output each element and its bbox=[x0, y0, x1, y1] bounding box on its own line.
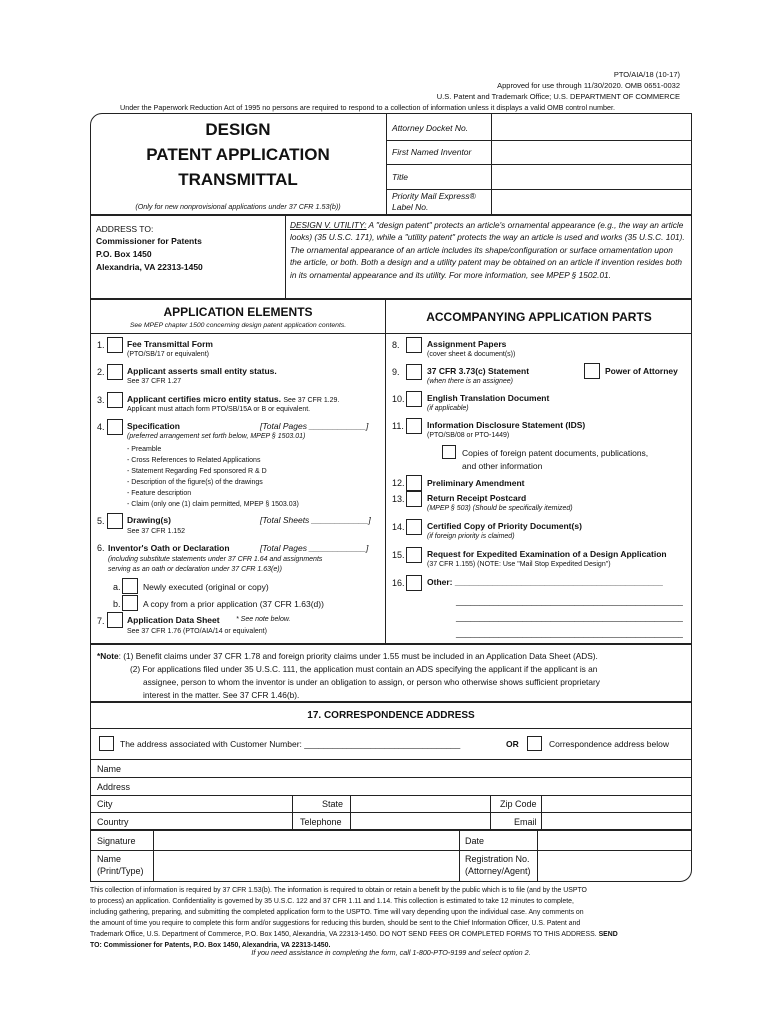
item-6b-num: b. bbox=[113, 599, 121, 609]
item-14-label: Certified Copy of Priority Document(s) bbox=[427, 521, 582, 531]
telephone-field[interactable] bbox=[352, 814, 488, 828]
app-elements-heading: APPLICATION ELEMENTS bbox=[163, 305, 313, 319]
item-16-label: Other: ____________________________________________ bbox=[427, 577, 663, 587]
item-1-checkbox[interactable] bbox=[107, 337, 123, 353]
note-label: *Note bbox=[97, 651, 119, 661]
title-subtitle: (Only for new nonprovisional applications under 37 CFR 1.53(b)) bbox=[135, 202, 341, 211]
registration-field[interactable] bbox=[540, 852, 688, 880]
item-4-pages: [Total Pages ____________] bbox=[260, 421, 369, 431]
or-label: OR bbox=[506, 739, 519, 749]
note-line-3: assignee, person to whom the inventor is under an obligation to assign, or person who otherwise shows sufficient proprietary bbox=[143, 677, 600, 687]
burden-send: SEND bbox=[598, 931, 618, 938]
item-13-label: Return Receipt Postcard bbox=[427, 493, 527, 503]
item-10-checkbox[interactable] bbox=[406, 391, 422, 407]
item-13-sub: (MPEP § 503) (Should be specifically itemized) bbox=[427, 505, 573, 512]
power-of-attorney-checkbox[interactable] bbox=[584, 363, 600, 379]
spec-list-item: - Statement Regarding Fed sponsored R & D bbox=[127, 468, 267, 475]
item-6b-checkbox[interactable] bbox=[122, 595, 138, 611]
item-3-num: 3. bbox=[97, 395, 105, 405]
item-3-label-ref: See 37 CFR 1.29. bbox=[283, 397, 340, 404]
address-below-label: Correspondence address below bbox=[549, 739, 670, 749]
priority-field[interactable] bbox=[494, 191, 688, 213]
title-label: Title bbox=[392, 172, 408, 182]
item-4-label: Specification bbox=[127, 421, 180, 431]
copies-label-2: and other information bbox=[462, 461, 543, 471]
item-6-num: 6. bbox=[97, 543, 105, 553]
item-3-sub: Applicant must attach form PTO/SB/15A or B or equivalent. bbox=[127, 406, 311, 413]
item-11-num: 11. bbox=[392, 421, 404, 431]
item-6a-checkbox[interactable] bbox=[122, 578, 138, 594]
item-3-label-main: Applicant certifies micro entity status. bbox=[127, 394, 281, 404]
address-below-checkbox[interactable] bbox=[527, 736, 542, 751]
zip-label: Zip Code bbox=[500, 799, 537, 809]
item-15-label: Request for Expedited Examination of a Design Application bbox=[427, 549, 667, 559]
item-3-checkbox[interactable] bbox=[107, 392, 123, 408]
item-2-checkbox[interactable] bbox=[107, 364, 123, 380]
title-field[interactable] bbox=[494, 166, 688, 186]
item-4-checkbox[interactable] bbox=[107, 419, 123, 435]
assistance-line: If you need assistance in completing the form, call 1-800-PTO-9199 and select option 2. bbox=[251, 948, 531, 957]
priority-label-2: Label No. bbox=[392, 202, 429, 212]
title-line-2: PATENT APPLICATION bbox=[146, 145, 330, 164]
customer-number-label[interactable]: The address associated with Customer Number: _________________________________ bbox=[120, 739, 461, 749]
burden-line: This collection of information is required by 37 CFR 1.53(b). The information is required to obtain or retain a benefit by the public which is to file (and by the USPTO bbox=[90, 887, 587, 894]
spec-arrangement-list bbox=[127, 444, 299, 510]
app-elements-sub: See MPEP chapter 1500 concerning design patent application contents. bbox=[129, 322, 347, 329]
item-5-checkbox[interactable] bbox=[107, 513, 123, 529]
name-field[interactable] bbox=[150, 761, 688, 776]
item-4-sub: (preferred arrangement set forth below, MPEP § 1503.01) bbox=[127, 433, 306, 440]
burden-line: Trademark Office, U.S. Department of Commerce, P.O. Box 1450, Alexandria, VA 22313-1450. DO NOT SEND FEES OR COMPLETED FORMS TO THIS ADDRESS. bbox=[90, 931, 597, 938]
item-10-num: 10. bbox=[392, 394, 405, 404]
address-line-2: P.O. Box 1450 bbox=[96, 249, 152, 259]
item-5-label: Drawing(s) bbox=[127, 515, 171, 525]
email-label: Email bbox=[514, 817, 537, 827]
item-1-label: Fee Transmittal Form bbox=[127, 339, 213, 349]
item-12-label: Preliminary Amendment bbox=[427, 478, 525, 488]
item-12-checkbox[interactable] bbox=[406, 475, 422, 491]
address-line-1: Commissioner for Patents bbox=[96, 236, 202, 246]
item-6-sub-2: serving as an oath or declaration under 37 CFR 1.63(e)) bbox=[108, 566, 282, 573]
item-6b-label: A copy from a prior application (37 CFR 1.63(d)) bbox=[143, 599, 324, 609]
docket-label: Attorney Docket No. bbox=[392, 123, 469, 133]
burden-send-address: TO: Commissioner for Patents, P.O. Box 1450, Alexandria, VA 22313-1450. bbox=[90, 942, 331, 949]
city-label: City bbox=[97, 799, 113, 809]
item-15-num: 15. bbox=[392, 550, 405, 560]
title-line-3: TRANSMITTAL bbox=[178, 170, 298, 189]
state-field[interactable] bbox=[352, 797, 488, 811]
item-9-sub: (when there is an assignee) bbox=[427, 378, 513, 385]
form-id: PTO/AIA/18 (10-17) bbox=[613, 70, 680, 79]
item-9-label: 37 CFR 3.73(c) Statement bbox=[427, 366, 530, 376]
item-10-label: English Translation Document bbox=[427, 393, 550, 403]
item-11-label: Information Disclosure Statement (IDS) bbox=[427, 420, 586, 430]
spec-list-item: - Cross References to Related Applications bbox=[127, 457, 261, 464]
spec-list-item: - Description of the figure(s) of the drawings bbox=[127, 479, 263, 486]
item-8-checkbox[interactable] bbox=[406, 337, 422, 353]
item-15-sub: (37 CFR 1.155) (NOTE: Use "Mail Stop Expedited Design") bbox=[427, 561, 611, 568]
country-field[interactable] bbox=[150, 814, 290, 828]
burden-line: to process) an application. Confidentiality is governed by 35 U.S.C. 122 and 37 CFR 1.11 and 1.14. This collection is estimated to take 12 minutes to complete, bbox=[90, 898, 574, 905]
item-2-num: 2. bbox=[97, 367, 105, 377]
email-field[interactable] bbox=[543, 814, 689, 828]
agency-line: U.S. Patent and Trademark Office; U.S. DEPARTMENT OF COMMERCE bbox=[436, 92, 680, 101]
item-4-num: 4. bbox=[97, 422, 105, 432]
registration-label-1: Registration No. bbox=[465, 854, 530, 864]
item-7-num: 7. bbox=[97, 616, 105, 626]
item-11-checkbox[interactable] bbox=[406, 418, 422, 434]
title-line-1: DESIGN bbox=[205, 120, 271, 139]
item-1-num: 1. bbox=[97, 340, 105, 350]
note-line-2: (2) For applications filed under 35 U.S.C. 111, the application must contain an ADS specifying the applicant if the applicant is an bbox=[130, 664, 598, 674]
name-label: Name bbox=[97, 764, 122, 774]
acc-parts-heading: ACCOMPANYING APPLICATION PARTS bbox=[426, 310, 652, 324]
item-11-sub: (PTO/SB/08 or PTO-1449) bbox=[427, 432, 510, 439]
burden-line: including gathering, preparing, and submitting the completed application form to the USPTO. Time will vary depending upon the individual case. Any comments on bbox=[90, 909, 584, 916]
item-6a-num: a. bbox=[113, 582, 121, 592]
country-label: Country bbox=[97, 817, 129, 827]
date-label: Date bbox=[465, 836, 485, 846]
note-line-1 bbox=[97, 651, 598, 661]
note-line-4: interest in the matter. See 37 CFR 1.46(b). bbox=[143, 690, 300, 700]
zip-field[interactable] bbox=[543, 797, 689, 811]
telephone-label: Telephone bbox=[300, 817, 342, 827]
item-14-checkbox[interactable] bbox=[406, 519, 422, 535]
item-14-sub: (if foreign priority is claimed) bbox=[427, 533, 515, 540]
paperwork-notice: Under the Paperwork Reduction Act of 1995 no persons are required to respond to a collection of information unless it displays a valid OMB control number. bbox=[120, 103, 616, 112]
item-8-num: 8. bbox=[392, 340, 400, 350]
item-5-num: 5. bbox=[97, 516, 105, 526]
other-blank-3[interactable]: ________________________________________________ bbox=[456, 628, 683, 638]
power-of-attorney-label: Power of Attorney bbox=[605, 366, 678, 376]
item-2-sub: See 37 CFR 1.27 bbox=[127, 378, 182, 385]
item-10-sub: (if applicable) bbox=[427, 405, 469, 412]
item-16-num: 16. bbox=[392, 578, 405, 588]
item-13-checkbox[interactable] bbox=[406, 491, 422, 507]
state-label: State bbox=[322, 799, 344, 809]
item-9-checkbox[interactable] bbox=[406, 364, 422, 380]
burden-statement bbox=[90, 885, 692, 951]
priority-label-1: Priority Mail Express® bbox=[392, 191, 476, 201]
address-field[interactable] bbox=[150, 779, 688, 794]
copies-label-1: Copies of foreign patent documents, publications, bbox=[462, 448, 649, 458]
other-blank-2[interactable]: ________________________________________________ bbox=[456, 612, 683, 622]
item-9-num: 9. bbox=[392, 367, 400, 377]
item-14-num: 14. bbox=[392, 522, 405, 532]
item-7-label: Application Data Sheet bbox=[127, 615, 220, 625]
item-8-label: Assignment Papers bbox=[427, 339, 507, 349]
item-6-pages: [Total Pages ____________] bbox=[260, 543, 369, 553]
omb-approval: Approved for use through 11/30/2020. OMB 0651-0032 bbox=[497, 81, 680, 90]
item-16-checkbox[interactable] bbox=[406, 575, 422, 591]
print-name-field[interactable] bbox=[156, 852, 456, 880]
inventor-field[interactable] bbox=[494, 142, 688, 162]
item-7-sub: See 37 CFR 1.76 (PTO/AIA/14 or equivalent) bbox=[127, 628, 267, 635]
city-field[interactable] bbox=[150, 797, 290, 811]
item-2-label: Applicant asserts small entity status. bbox=[127, 366, 277, 376]
other-blank-1[interactable]: ________________________________________________ bbox=[456, 596, 683, 606]
item-1-sub: (PTO/SB/17 or equivalent) bbox=[127, 351, 209, 358]
signature-label: Signature bbox=[97, 836, 136, 846]
item-6-label: Inventor's Oath or Declaration bbox=[108, 543, 230, 553]
item-5-sub: See 37 CFR 1.152 bbox=[127, 528, 185, 535]
item-5-sheets: [Total Sheets ____________] bbox=[260, 515, 371, 525]
spec-list-item: - Preamble bbox=[127, 446, 162, 453]
item-3-label bbox=[127, 394, 339, 404]
address-field-label: Address bbox=[97, 782, 131, 792]
dvu-text: A "design patent" protects an article's ornamental appearance (e.g., the way an article looks) (35 U.S.C. 171), while a "utility patent" protects the way an article is used and works (35 U.S.C. 101). The ornamental appearance of an article includes its shape/configuration or surface ornamentation upon the article, or both. Both a design and a utility patent may be obtained on an article if invention resides both in its ornamental appearance and its utility. For more information, see MPEP § 1502.01. bbox=[290, 220, 685, 280]
date-field[interactable] bbox=[540, 832, 688, 848]
registration-label-2: (Attorney/Agent) bbox=[465, 866, 531, 876]
item-7-checkbox[interactable] bbox=[107, 612, 123, 628]
item-12-num: 12. bbox=[392, 478, 405, 488]
dvu-heading: DESIGN V. UTILITY: bbox=[290, 220, 367, 230]
note-text-1: : (1) Benefit claims under 37 CFR 1.78 and foreign priority claims under 1.55 must be included in an Application Data Sheet (ADS). bbox=[118, 651, 598, 661]
item-15-checkbox[interactable] bbox=[406, 547, 422, 563]
address-label: ADDRESS TO: bbox=[96, 224, 154, 234]
burden-line: the amount of time you require to complete this form and/or suggestions for reducing this burden, should be sent to the Chief Information Officer, U.S. Patent and bbox=[90, 920, 581, 927]
spec-list-item: - Claim (only one (1) claim permitted, MPEP § 1503.03) bbox=[127, 501, 299, 508]
signature-field[interactable] bbox=[156, 832, 456, 848]
item-6-sub-1: (including substitute statements under 37 CFR 1.64 and assignments bbox=[108, 556, 323, 563]
inventor-label: First Named Inventor bbox=[392, 147, 472, 157]
item-13-num: 13. bbox=[392, 494, 405, 504]
item-7-note: * See note below. bbox=[236, 616, 291, 623]
item-6a-label: Newly executed (original or copy) bbox=[143, 582, 269, 592]
print-name-label-2: (Print/Type) bbox=[97, 866, 144, 876]
customer-number-checkbox[interactable] bbox=[99, 736, 114, 751]
docket-field[interactable] bbox=[494, 117, 688, 137]
copies-checkbox[interactable] bbox=[442, 445, 456, 459]
print-name-label-1: Name bbox=[97, 854, 122, 864]
address-line-3: Alexandria, VA 22313-1450 bbox=[96, 262, 203, 272]
spec-list-item: - Feature description bbox=[127, 490, 192, 497]
correspondence-heading: 17. CORRESPONDENCE ADDRESS bbox=[307, 710, 475, 721]
item-8-sub: (cover sheet & document(s)) bbox=[427, 351, 516, 358]
design-vs-utility bbox=[290, 219, 686, 281]
